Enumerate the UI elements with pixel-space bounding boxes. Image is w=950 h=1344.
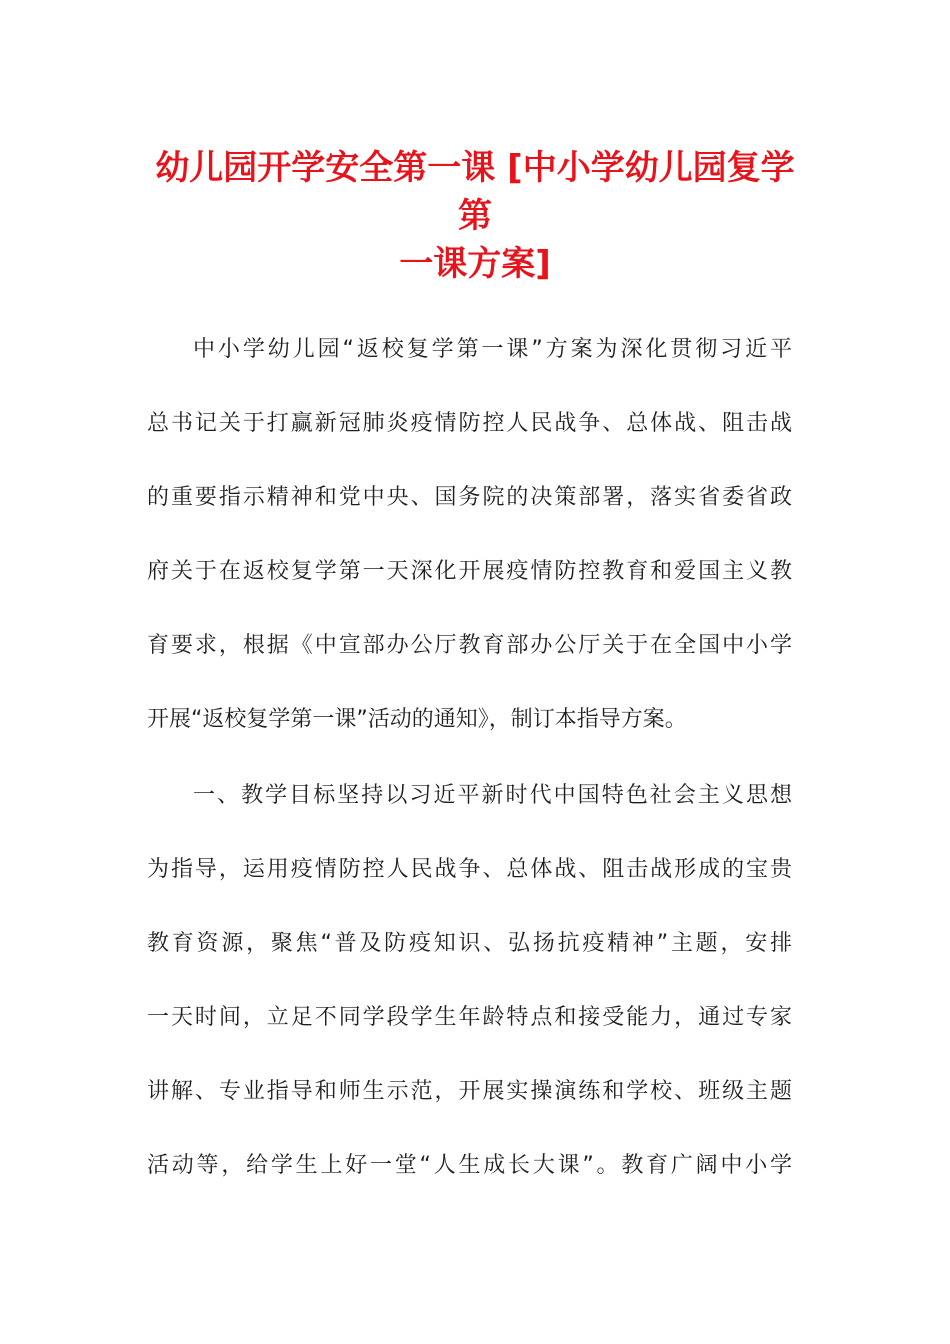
paragraph-line: 讲解、专业指导和师生示范，开展实操演练和学校、班级主题 [147,1079,792,1104]
paragraph-line: 总书记关于打赢新冠肺炎疫情防控人民战争、总体战、阻击战 [147,411,792,436]
paragraph-line: 府关于在返校复学第一天深化开展疫情防控教育和爱国主义教 [147,559,792,584]
paragraph-line: 的重要指示精神和党中央、国务院的决策部署，落实省委省政 [147,485,792,510]
title-line-1: 幼儿园开学安全第一课 [中小学幼儿园复学第 [155,148,795,236]
paragraph-line: 教育资源，聚焦“普及防疫知识、弘扬抗疫精神”主题，安排 [147,931,792,956]
paragraph-line: 活动等，给学生上好一堂“人生成长大课”。教育广阔中小学 [147,1153,792,1178]
paragraph-line: 一、教学目标坚持以习近平新时代中国特色社会主义思想 [193,783,792,808]
paragraph-line: 中小学幼儿园“返校复学第一课”方案为深化贯彻习近平 [193,337,792,362]
paragraph-line: 一天时间，立足不同学段学生年龄特点和接受能力，通过专家 [147,1005,792,1030]
paragraph-line: 育要求，根据《中宣部办公厅教育部办公厅关于在全国中小学 [147,633,792,658]
paragraph-line: 开展“返校复学第一课”活动的通知》，制订本指导方案。 [147,707,687,732]
title-line-2: 一课方案] [399,244,551,284]
document-title [140,144,810,288]
paragraph-line: 为指导，运用疫情防控人民战争、总体战、阻击战形成的宝贵 [147,857,792,882]
